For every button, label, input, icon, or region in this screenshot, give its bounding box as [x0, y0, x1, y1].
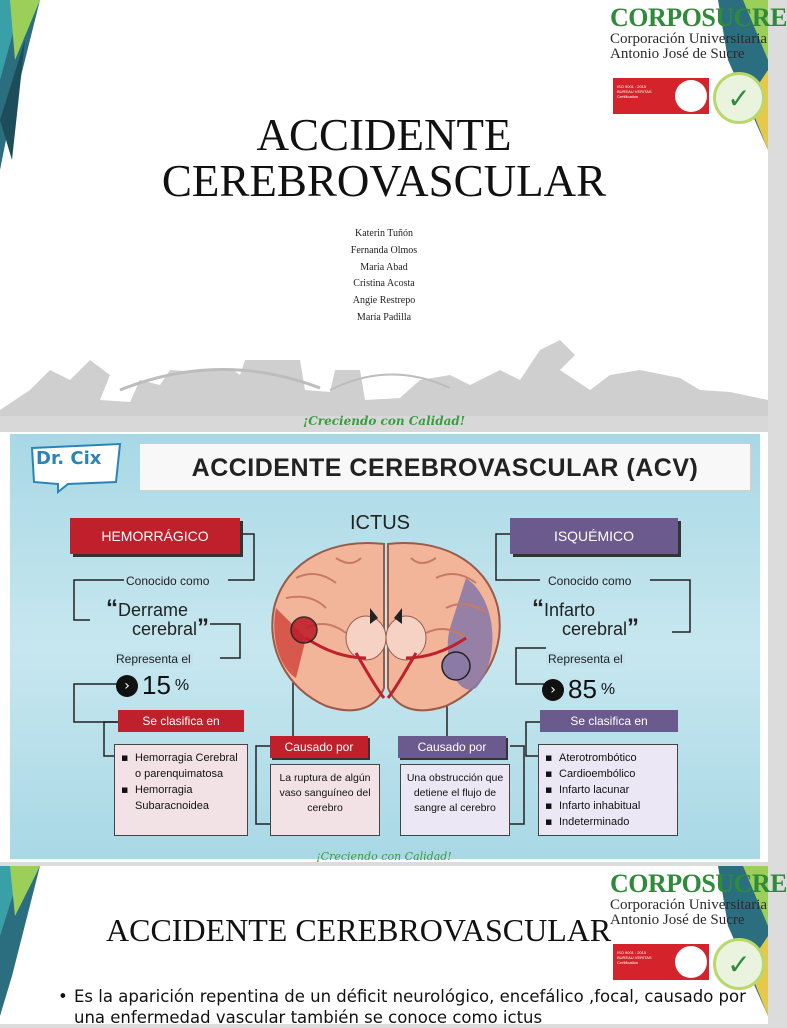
definition-slide: [0, 866, 787, 1027]
author: Fernanda Olmos: [350, 244, 418, 256]
logo-line1: Corporación Universitaria: [610, 897, 768, 913]
open-quote-icon: “: [532, 595, 544, 622]
author: Angie Restrepo: [352, 295, 416, 307]
author: Cristina Acosta: [353, 278, 415, 290]
hem-percentage: [116, 670, 189, 701]
ictus-label: ICTUS: [350, 512, 410, 534]
bureau-veritas-seal-icon: [675, 80, 707, 112]
iso-certificate: [613, 944, 709, 980]
hem-quote-line2: cerebral: [132, 619, 198, 639]
isq-types-list: [538, 744, 678, 836]
cert-iso-text: ISO 9001 : 2015: [617, 950, 647, 955]
isquemico-title: ISQUÉMICO: [510, 518, 678, 554]
hemorragico-title: HEMORRÁGICO: [70, 518, 240, 554]
hem-known-as: Conocido como: [126, 574, 210, 588]
title-line1: ACCIDENTE: [256, 110, 512, 160]
cert-bureau-text: BUREAU VERITAS: [617, 955, 652, 960]
isq-quote: [532, 595, 640, 641]
definition-text: Es la aparición repentina de un déficit neurológico, encefálico ,focal, causado por una enfermedad vascular también se conoce como ictus: [74, 987, 746, 1027]
dr-cix-logo: [28, 442, 124, 492]
author: María Padilla: [356, 311, 412, 323]
certification-badges: [613, 944, 763, 984]
cert-certification-text: Certification: [617, 94, 639, 99]
list-item: ▪ Cardioembólico: [545, 766, 671, 782]
definition-bullet: [58, 986, 748, 1028]
bureau-veritas-seal-icon: [675, 946, 707, 978]
corposucre-logo: [610, 3, 787, 62]
isq-percent-value: 85: [568, 674, 597, 704]
title-line2: CEREBROVASCULAR: [161, 156, 607, 206]
isq-represents: Representa el: [548, 652, 623, 666]
slide-title: [0, 112, 768, 204]
author: Maria Abad: [360, 261, 408, 273]
left-decoration: [0, 866, 50, 1024]
title-slide: [0, 0, 787, 432]
author: Katerin Tuñón: [354, 228, 414, 239]
isq-classify-label: Se clasifica en: [540, 710, 678, 732]
logo-name: CORPOSUCRE: [610, 869, 787, 898]
isq-cause-label: Causado por: [398, 736, 506, 758]
logo-line2: Antonio José de Sucre: [610, 912, 745, 928]
chevron-right-icon: ›: [542, 679, 564, 701]
hem-types-list: [114, 744, 248, 836]
isq-cause-text: Una obstrucción que detiene el flujo de sangre al cerebro: [400, 764, 510, 836]
list-item: ▪ Hemorragia Cerebral o parenquimatosa: [121, 750, 241, 782]
logo-name: CORPOSUCRE: [610, 3, 787, 32]
list-item: ▪ Aterotrombótico: [545, 750, 671, 766]
cert-bureau-text: BUREAU VERITAS: [617, 89, 652, 94]
hem-classify-label: Se clasifica en: [118, 710, 244, 732]
slide-title: ACCIDENTE CEREBROVASCULAR: [106, 912, 612, 948]
banner-title: ACCIDENTE CEREBROVASCULAR (ACV): [191, 454, 699, 482]
close-quote-icon: ”: [627, 614, 640, 641]
cert-certification-text: Certification: [617, 960, 639, 965]
brain-illustration-icon: [266, 538, 506, 714]
authors-list: [0, 226, 768, 327]
hem-quote-line1: Derrame: [118, 600, 189, 620]
hem-cause-label: Causado por: [270, 736, 368, 758]
close-quote-icon: ”: [197, 614, 210, 641]
slogan: ¡Creciendo con Calidad!: [302, 414, 466, 428]
logo-line2: Antonio José de Sucre: [610, 46, 745, 62]
isq-quote-line1: Infarto: [544, 600, 596, 620]
list-item: ▪ Infarto inhabitual: [545, 798, 671, 814]
corposucre-logo: [610, 869, 787, 928]
list-item: ▪ Hemorragia Subaracnoidea: [121, 782, 241, 814]
hem-represents: Representa el: [116, 652, 191, 666]
isq-percent-sign: %: [600, 680, 616, 698]
hem-quote: [106, 595, 210, 641]
checkmark-badge-icon: ✓: [713, 938, 765, 990]
dr-cix-text: Dr. Cix: [36, 448, 102, 469]
infographic-slide: [0, 432, 768, 862]
title-banner: [140, 444, 750, 490]
iso-certificate: [613, 78, 709, 114]
logo-line1: Corporación Universitaria: [610, 31, 768, 47]
list-item: ▪ Infarto lacunar: [545, 782, 671, 798]
bullet-icon: •: [58, 987, 68, 1006]
list-item: ▪ Indeterminado: [545, 814, 671, 830]
hem-percent-sign: %: [174, 676, 190, 694]
isq-known-as: Conocido como: [548, 574, 632, 588]
checkmark-badge-icon: ✓: [713, 72, 765, 124]
isq-quote-line2: cerebral: [562, 619, 628, 639]
hem-cause-text: La ruptura de algún vaso sanguíneo del cerebro: [270, 764, 380, 836]
slogan: ¡Creciendo con Calidad!: [316, 850, 452, 863]
acv-infographic: [10, 434, 760, 859]
chevron-right-icon: ›: [116, 675, 138, 697]
open-quote-icon: “: [106, 595, 118, 622]
cert-iso-text: ISO 9001 : 2015: [617, 84, 647, 89]
hem-percent-value: 15: [142, 670, 171, 700]
isq-percentage: [542, 674, 615, 705]
